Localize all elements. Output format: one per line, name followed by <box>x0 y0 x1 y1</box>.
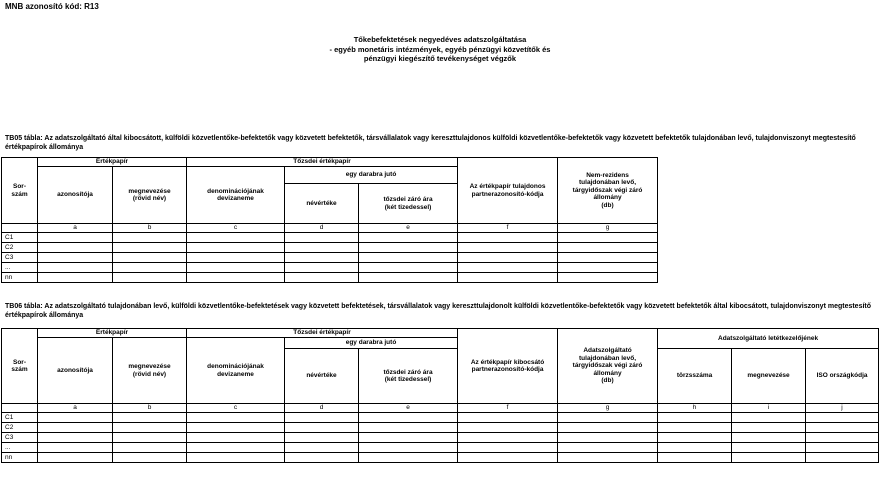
data-cell[interactable] <box>658 443 732 453</box>
data-cell[interactable] <box>458 453 558 463</box>
column-letter: h <box>658 404 732 413</box>
table2-caption: TB06 tábla: Az adatszolgáltató tulajdonában levő, külföldi közvetlentőke-befektetések vagy közvetett befektetések, társvállalatok vagy kereszttulajdonolt külföldi közvetlentőke-befektetők vagy közvetett befektetők által kibocsátott, tulajdonviszonyt megtestesítő értékpapírok állománya <box>5 303 872 319</box>
data-cell[interactable] <box>458 263 558 273</box>
header-ertekpapir: Értékpapír <box>38 329 187 338</box>
data-cell[interactable] <box>187 233 285 243</box>
data-cell[interactable] <box>359 443 458 453</box>
data-cell[interactable] <box>285 433 359 443</box>
document-title <box>0 35 880 64</box>
data-cell[interactable] <box>558 423 658 433</box>
data-cell[interactable] <box>732 433 806 443</box>
row-label: ... <box>2 443 38 453</box>
header-nevertek: névértéke <box>285 184 359 224</box>
data-cell[interactable] <box>458 253 558 263</box>
title-line: - egyéb monetáris intézmények, egyéb pénzügyi közvetítők és <box>329 44 551 54</box>
data-cell[interactable] <box>806 443 879 453</box>
data-cell[interactable] <box>558 413 658 423</box>
column-letter: f <box>458 404 558 413</box>
header-megnevezese2: megnevezése <box>732 349 806 404</box>
data-cell[interactable] <box>658 433 732 443</box>
column-letter: f <box>458 224 558 233</box>
data-cell[interactable] <box>359 253 458 263</box>
header-allomany: Adatszolgáltató tulajdonában levő, tárgyidőszak végi záró állomány (db) <box>558 329 658 404</box>
column-letter: c <box>187 224 285 233</box>
row-label: C1 <box>2 233 38 243</box>
data-cell[interactable] <box>732 453 806 463</box>
data-cell[interactable] <box>558 443 658 453</box>
header-megnevezese: megnevezése (rövid név) <box>113 167 187 224</box>
column-letter: b <box>113 224 187 233</box>
header-ertekpapir: Értékpapír <box>38 158 187 167</box>
mnb-code: MNB azonosító kód: R13 <box>5 2 99 11</box>
data-cell[interactable] <box>458 413 558 423</box>
data-cell[interactable] <box>113 243 187 253</box>
table2 <box>1 328 879 463</box>
title-line: Tőkebefektetések negyedéves adatszolgáltatása <box>353 35 527 44</box>
data-cell[interactable] <box>732 443 806 453</box>
table1 <box>1 157 658 283</box>
data-cell[interactable] <box>558 433 658 443</box>
data-cell[interactable] <box>113 263 187 273</box>
data-cell[interactable] <box>187 263 285 273</box>
data-cell[interactable] <box>658 423 732 433</box>
header-letetkezelo: Adatszolgáltató letétkezelőjének <box>658 329 879 349</box>
header-egy-darabra: egy darabra jutó <box>285 167 458 184</box>
data-cell[interactable] <box>38 423 113 433</box>
data-cell[interactable] <box>558 243 658 253</box>
column-letter: a <box>38 224 113 233</box>
data-cell[interactable] <box>658 453 732 463</box>
data-cell[interactable] <box>806 413 879 423</box>
data-cell[interactable] <box>38 263 113 273</box>
row-label: C2 <box>2 423 38 433</box>
column-letter: a <box>38 404 113 413</box>
data-cell[interactable] <box>285 253 359 263</box>
data-cell[interactable] <box>458 443 558 453</box>
data-cell[interactable] <box>806 433 879 443</box>
column-letter: g <box>558 224 658 233</box>
row-label: C3 <box>2 253 38 263</box>
header-azonositoja: azonosítója <box>38 167 113 224</box>
data-cell[interactable] <box>38 413 113 423</box>
data-cell[interactable] <box>732 413 806 423</box>
data-cell[interactable] <box>38 453 113 463</box>
data-cell[interactable] <box>113 253 187 263</box>
header-tozsdei: Tőzsdei értékpapír <box>187 158 458 167</box>
column-letter: b <box>113 404 187 413</box>
data-cell[interactable] <box>359 233 458 243</box>
header-partner: Az értékpapír kibocsátó partnerazonosító-kódja <box>458 329 558 404</box>
data-cell[interactable] <box>359 423 458 433</box>
column-letter: d <box>285 404 359 413</box>
column-letter: d <box>285 224 359 233</box>
data-cell[interactable] <box>113 413 187 423</box>
data-cell[interactable] <box>187 243 285 253</box>
data-cell[interactable] <box>285 233 359 243</box>
row-label: ... <box>2 263 38 273</box>
data-cell[interactable] <box>38 273 113 283</box>
title-line: pénzügyi kiegészítő tevékenységet végzők <box>363 54 517 63</box>
data-cell[interactable] <box>558 453 658 463</box>
row-label: C2 <box>2 243 38 253</box>
data-cell[interactable] <box>38 253 113 263</box>
column-letter: e <box>359 224 458 233</box>
letter-blank <box>2 224 38 233</box>
table1-caption: TB05 tábla: Az adatszolgáltató által kibocsátott, külföldi közvetlentőke-befektetők vagy közvetett befektetők, társvállalatok vagy kereszttulajdonos külföldi közvetlentőke-befektetők vagy közvetett befektetők tulajdonában levő, tulajdonviszonyt megtestesítő értékpapírok állománya <box>5 135 856 151</box>
header-denominacio: denominációjának devizaneme <box>187 338 285 404</box>
header-tozsdei: Tőzsdei értékpapír <box>187 329 458 338</box>
table-row <box>2 253 658 263</box>
data-cell[interactable] <box>113 233 187 243</box>
table-row <box>2 423 879 433</box>
header-torzsszama: törzsszáma <box>658 349 732 404</box>
row-label: C1 <box>2 413 38 423</box>
column-letter: e <box>359 404 458 413</box>
data-cell[interactable] <box>558 233 658 243</box>
data-cell[interactable] <box>285 263 359 273</box>
row-label: C3 <box>2 433 38 443</box>
data-cell[interactable] <box>38 243 113 253</box>
table-row <box>2 263 658 273</box>
data-cell[interactable] <box>732 423 806 433</box>
header-nevertek: névértéke <box>285 349 359 404</box>
table-row <box>2 273 658 283</box>
header-denominacio: denominációjának devizaneme <box>187 167 285 224</box>
data-cell[interactable] <box>285 413 359 423</box>
table-row <box>2 433 879 443</box>
data-cell[interactable] <box>113 423 187 433</box>
header-zaro-ar: tőzsdei záró ára (két tizedessel) <box>359 184 458 224</box>
data-cell[interactable] <box>458 233 558 243</box>
data-cell[interactable] <box>38 433 113 443</box>
data-cell[interactable] <box>187 433 285 443</box>
data-cell[interactable] <box>187 273 285 283</box>
data-cell[interactable] <box>458 273 558 283</box>
data-cell[interactable] <box>558 253 658 263</box>
data-cell[interactable] <box>187 443 285 453</box>
header-zaro-ar: tőzsdei záró ára (két tizedessel) <box>359 349 458 404</box>
table-row <box>2 413 879 423</box>
data-cell[interactable] <box>558 273 658 283</box>
table-row <box>2 243 658 253</box>
data-cell[interactable] <box>187 253 285 263</box>
column-letter: j <box>806 404 879 413</box>
data-cell[interactable] <box>113 433 187 443</box>
data-cell[interactable] <box>187 423 285 433</box>
header-partner: Az értékpapír tulajdonos partnerazonosító-kódja <box>458 158 558 224</box>
header-megnevezese: megnevezése (rövid név) <box>113 338 187 404</box>
header-sorszam: Sor- szám <box>2 158 38 224</box>
data-cell[interactable] <box>359 433 458 443</box>
data-cell[interactable] <box>458 433 558 443</box>
data-cell[interactable] <box>38 233 113 243</box>
data-cell[interactable] <box>285 273 359 283</box>
data-cell[interactable] <box>285 443 359 453</box>
data-cell[interactable] <box>187 453 285 463</box>
data-cell[interactable] <box>359 263 458 273</box>
column-letter: g <box>558 404 658 413</box>
data-cell[interactable] <box>113 453 187 463</box>
data-cell[interactable] <box>285 453 359 463</box>
data-cell[interactable] <box>359 273 458 283</box>
data-cell[interactable] <box>558 263 658 273</box>
letter-blank <box>2 404 38 413</box>
data-cell[interactable] <box>458 423 558 433</box>
data-cell[interactable] <box>658 413 732 423</box>
row-label: nn <box>2 273 38 283</box>
table-row <box>2 233 658 243</box>
table-row <box>2 453 879 463</box>
data-cell[interactable] <box>113 273 187 283</box>
data-cell[interactable] <box>806 423 879 433</box>
data-cell[interactable] <box>285 423 359 433</box>
data-cell[interactable] <box>806 453 879 463</box>
data-cell[interactable] <box>38 443 113 453</box>
data-cell[interactable] <box>285 243 359 253</box>
header-sorszam: Sor- szám <box>2 329 38 404</box>
data-cell[interactable] <box>359 413 458 423</box>
header-nemrezidens: Nem-rezidens tulajdonában levő, tárgyidőszak végi záró állomány (db) <box>558 158 658 224</box>
data-cell[interactable] <box>187 413 285 423</box>
data-cell[interactable] <box>458 243 558 253</box>
column-letter: i <box>732 404 806 413</box>
data-cell[interactable] <box>359 453 458 463</box>
table-row <box>2 443 879 453</box>
header-azonositoja: azonosítója <box>38 338 113 404</box>
column-letter: c <box>187 404 285 413</box>
header-iso: ISO országkódja <box>806 349 879 404</box>
data-cell[interactable] <box>359 243 458 253</box>
header-egy-darabra: egy darabra jutó <box>285 338 458 349</box>
data-cell[interactable] <box>113 443 187 453</box>
row-label: nn <box>2 453 38 463</box>
